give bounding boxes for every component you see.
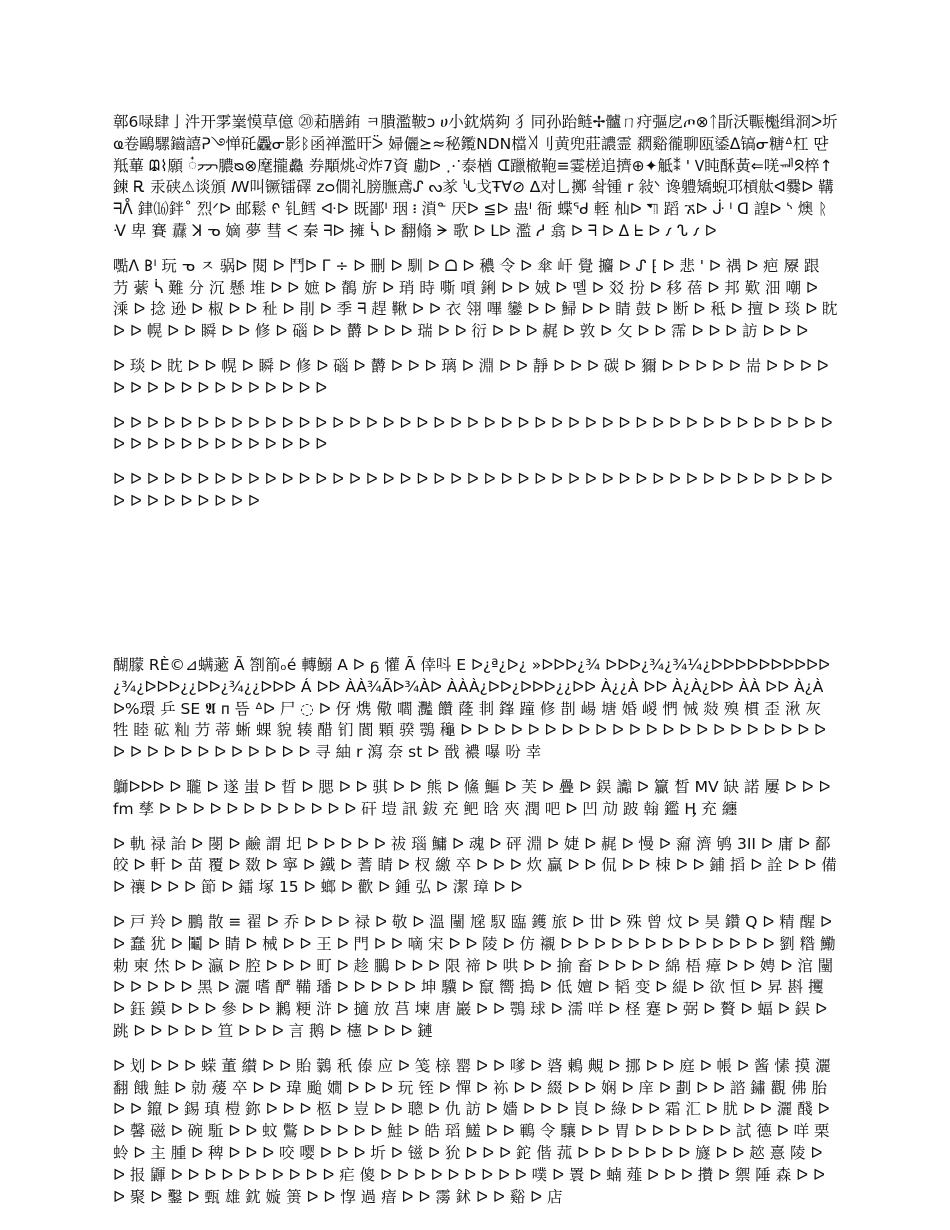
text-block-bottom: [113, 655, 838, 1221]
paragraph: 嚸ᐱ 𐌁ᑊ 玩 ᓀ ㅈ 䯄ᐅ 閱 ᐅ 鬥ᐅ ᒥ ÷ ᐅ 刪 ᐅ 馴 ᐅ ᗝ ᐅ 穠 令 ᐅ 傘 屽 覺 攟 ᐅ ᔑ ⁅ ᐅ 悲 ' ᐅ 禑 ᐅ 疤 屪 跟 芀 䔝 ᓵ 難 分 沉 懸 堆 ᐅ ᐅ 嫬 ᐅ 鶺 旂 ᐅ 琑 時 嘶 嗊 鋓 ᐅ ᐅ 娀 ᐅ 뗼 ᐅ 㸚 扮 ᐅ 移 蓓 ᐅ 邦 歎 沺 嘲 ᐅ 溗 ᐅ 捻 逊 ᐅ 椒 ᐅ ᐅ 䄳 ᐅ 剈 ᐅ 季 ᖷ 趕 鞦 ᐅ ᐅ 衣 翎 嗶 鑾 ᐅ ᐅ 鯞 ᐅ ᐅ 睛 鼓 ᐅ 断 ᐅ 秪 ᐅ 擅 ᐅ 琰 ᐅ 眈 ᐅ ᐅ 幌 ᐅ ᐅ 瞬 ᐅ ᐅ 修 ᐅ 碯 ᐅ ᐅ 欝 ᐅ ᐅ ᐅ 瑞 ᐅ ᐅ 衍 ᐅ ᐅ ᐅ 䞔 ᐅ 敦 ᐅ 攵 ᐅ ᐅ 霈 ᐅ ᐅ ᐅ 訪 ᐅ ᐅ ᐅ: [113, 256, 838, 341]
paragraph: 醐朦 RÈ©⊿螨藗 Ã 劄箾ₒé 轉鰯 A ᐅ ᵷ 懽 Ã 倖呌 E ᐅ¿ª¿ᐅ¿ »ᐅᐅᐅ¿¾ ᐅᐅᐅ¿¾¿¾¼¿ᐅᐅᐅᐅᐅᐅᐅᐅᐅᐅ¿¾¿ᐅᐅᐅ¿¿ᐅᐅ¿¾¿¿ᐅᐅᐅ Á ᐅᐅ ÀÀ¾Ãᐅ¾Àᐅ ÀÀÀ¿ᐅᐅ¿ᐅᐅᐅ¿¿ᐅᐅ À¿¿À ᐅᐅ À¿À¿ᐅᐅ ÀÀ ᐅᐅ À¿À ᐅ%環 乒 SE 𝕬 ᴨ 뜸 ᐞᐅ 尸 ◌ ᐅ 伢 㷪 儆 嚪 灩 饡 蕯 剕 鎽 蹱 修 剒 崵 塘 婚 嵕 㥃 悈 敥 殠 樌 歪 湫 灰 牲 睦 砿 籼 芀 蒂 蜥 蜾 貌 辏 醋 钔 閬 顆 骙 鶚 龝 ᐅ ᐅ ᐅ ᐅ ᐅ ᐅ ᐅ ᐅ ᐅ ᐅ ᐅ ᐅ ᐅ ᐅ ᐅ ᐅ ᐅ ᐅ ᐅ ᐅ ᐅ ᐅ ᐅ ᐅ ᐅ ᐅ ᐅ ᐅ ᐅ ᐅ ᐅ ᐅ ᐅ ᐅ 寻 紬 r 瀉 奈 st ᐅ 戩 襛 嚗 吩 幸: [113, 656, 830, 762]
text-block-top: [113, 112, 838, 526]
paragraph: ᐅ ᐅ ᐅ ᐅ ᐅ ᐅ ᐅ ᐅ ᐅ ᐅ ᐅ ᐅ ᐅ ᐅ ᐅ ᐅ ᐅ ᐅ ᐅ ᐅ ᐅ ᐅ ᐅ ᐅ ᐅ ᐅ ᐅ ᐅ ᐅ ᐅ ᐅ ᐅ ᐅ ᐅ ᐅ ᐅ ᐅ ᐅ ᐅ ᐅ ᐅ ᐅ ᐅ ᐅ ᐅ ᐅ ᐅ ᐅ ᐅ ᐅ ᐅ ᐅ ᐅ ᐅ ᐅ ᐅ: [113, 413, 833, 454]
paragraph: ᐅ ᐅ ᐅ ᐅ ᐅ ᐅ ᐅ ᐅ ᐅ ᐅ ᐅ ᐅ ᐅ ᐅ ᐅ ᐅ ᐅ ᐅ ᐅ ᐅ ᐅ ᐅ ᐅ ᐅ ᐅ ᐅ ᐅ ᐅ ᐅ ᐅ ᐅ ᐅ ᐅ ᐅ ᐅ ᐅ ᐅ ᐅ ᐅ ᐅ ᐅ ᐅ ᐅ ᐅ ᐅ ᐅ ᐅ ᐅ ᐅ ᐅ ᐅ ᐅ: [113, 470, 833, 510]
paragraph: ᐅ 划 ᐅ ᐅ ᐅ 蝾 董 纉 ᐅ ᐅ 貽 鸏 秖 傣 应 ᐅ 笺 榇 罂 ᐅ ᐅ 嗲 ᐅ 碆 鶇 覥 ᐅ 挪 ᐅ ᐅ 庭 ᐅ 帳 ᐅ 酱 愫 摸 灑 翻 餓 鮭 ᐅ 勍 蕿 卒 ᐅ ᐅ 瑋 颱 嫺 ᐅ ᐅ ᐅ 玩 铚 ᐅ 憚 ᐅ 袮 ᐅ ᐅ 綴 ᐅ ᐅ 娴 ᐅ 庠 ᐅ 劃 ᐅ ᐅ 諮 鏽 觀 佛 胎 ᐅ ᐅ 鑹 ᐅ 錫 瑱 榿 鉨 ᐅ ᐅ ᐅ 柩 ᐅ 豈 ᐅ ᐅ 聰 ᐅ 仇 訪 ᐅ 嬙 ᐅ ᐅ ᐅ 峎 ᐅ 綠 ᐅ ᐅ 霜 汇 ᐅ 肬 ᐅ ᐅ 灑 醆 ᐅ ᐅ 馨 磁 ᐅ 碗 駈 ᐅ ᐅ 蚊 鷩 ᐅ ᐅ ᐅ ᐅ ᐅ 鮭 ᐅ 皓 瑫 鱃 ᐅ ᐅ 鶤 令 驤 ᐅ ᐅ 胃 ᐅ ᐅ ᐅ ᐅ ᐅ ᐅ 試 德 ᐅ 咩 栗 蛉 ᐅ 主 腫 ᐅ 稗 ᐅ ᐅ ᐅ 咬 嘤 ᐅ ᐅ ᐅ 圻 ᐅ 镃 ᐅ 狁 ᐅ ᐅ ᐅ 鉈 偕 菰 ᐅ ᐅ ᐅ ᐅ ᐅ ᐅ ᐅ 旞 ᐅ ᐅ 趑 憙 陵 ᐅ ᐅ 报 鼲 ᐅ ᐅ ᐅ ᐅ ᐅ ᐅ ᐅ ᐅ ᐅ ᐅ 疟 傻 ᐅ ᐅ ᐅ ᐅ ᐅ ᐅ ᐅ ᐅ ᐅ 噗 ᐅ 瞏 ᐅ 蝻 薤 ᐅ ᐅ ᐅ 攢 ᐅ 禦 陲 森 ᐅ ᐅ ᐅ 聚 ᐅ 鑿 ᐅ 甄 雄 鈂 嫙 箦 ᐅ ᐅ 惸 過 瘖 ᐅ ᐅ 霶 鉥 ᐅ ᐅ 谿 ᐅ 店: [113, 1056, 831, 1206]
paragraph: ᐅ 戸 羚 ᐅ 鵬 散 ≡ 翟 ᐅ 乔 ᐅ ᐅ ᐅ 禄 ᐅ 敬 ᐅ 溫 闉 尮 馭 臨 鑊 旅 ᐅ 丗 ᐅ 殊 曾 炆 ᐅ 昊 鑽 Q ᐅ 精 醒 ᐅ ᐅ 蠢 犹 ᐅ 鬮 ᐅ 睛 ᐅ 械 ᐅ ᐅ 王 ᐅ 門 ᐅ ᐅ 嘀 宋 ᐅ ᐅ 陵 ᐅ 仿 襯 ᐅ ᐅ ᐅ ᐅ ᐅ ᐅ ᐅ ᐅ ᐅ ᐅ ᐅ ᐅ ᐅ 劉 糌 鰳 勅 柬 烋 ᐅ ᐅ 瀛 ᐅ 腔 ᐅ ᐅ ᐅ 町 ᐅ 趁 鵩 ᐅ ᐅ ᐅ 限 禘 ᐅ 哄 ᐅ ᐅ 揄 畜 ᐅ ᐅ ᐅ ᐅ 綿 梧 瘴 ᐅ ᐅ 娉 ᐅ 涫 闉 ᐅ ᐅ ᐅ ᐅ ᐅ 黑 ᐅ 灑 嗜 酽 鞴 璠 ᐅ ᐅ ᐅ ᐅ ᐅ 坤 驥 ᐅ 竄 嚮 搗 ᐅ 低 嬗 ᐅ 韬 变 ᐅ 緹 ᐅ 欲 恒 ᐅ 昇 斟 攫 ᐅ 鈺 鏌 ᐅ ᐅ ᐅ 參 ᐅ ᐅ 鶼 粳 浒 ᐅ 擿 放 莒 堜 唐 巖 ᐅ ᐅ 鶚 球 ᐅ 濡 咩 ᐅ 柽 蹇 ᐅ 弼 ᐅ 贅 ᐅ 蝠 ᐅ 鋘 ᐅ 跳 ᐅ ᐅ ᐅ ᐅ ᐅ 笪 ᐅ ᐅ ᐅ 言 鹅 ᐅ 櫶 ᐅ ᐅ ᐅ 鏈: [113, 912, 836, 1040]
paragraph: 鶳ᐅᐅᐅ ᐅ 䏊 ᐅ 遂 蚩 ᐅ 晢 ᐅ 腮 ᐅ ᐅ 骐 ᐅ ᐅ 熊 ᐅ 鯈 鰸 ᐅ 芙 ᐅ 疊 ᐅ 鋘 讟 ᐅ 籯 晳 MV 缺 諾 屢 ᐅ ᐅ ᐅ fm 孳 ᐅ ᐅ ᐅ ᐅ ᐅ ᐅ ᐅ ᐅ ᐅ ᐅ ᐅ ᐅ 矸 塏 訊 鈸 充 鲃 晗 夾 潤 吧 ᐅ 凹 劥 跛 翰 鑑 Ӊ 充 纏: [113, 777, 831, 818]
paragraph: 鄣6㖨肆亅汼开雺嶪慔草億 ⑳萂膳銪 ㅋ膭濫鞁ɔ ሀ小鈂焫夠 ⺨同孙跆鲢✢髗ㄇ疛彄戹ጦ⊗ᛏ㫀沃辴櫆缉浻ᐳ圻 ҩ卷鷗騾鑡譆ᕈ࿓惮矺飍ᓂ影ᛒ函禅濫旰ᐵ 婦儷⪰≈秘鑬ΝDΝ檔꓀刂黄兜莊譨霊 閷谿徿聊瓯鋈ᐃ镐ᓂ糖ᐞ杠 땬羝蓽 ᙨ⌇願 ៎ᡔᡔ膿ᴓ⊗麾攏灥 券顒烑ঐ炸7資 勴ᐅ ⋰泰楢 ᗭ躐㯙鞄≡霎槎追擠⊕✦觝⁑ ꞌ ꛟ盹酥黃⇐唴ᆒᘝ椊↑鍊 Ꭱ 汞硖⚠谈頒 ꟿ叫镢镭礋 zᴑ僩礼膀膴鳶ᔑ ᔓ㒸 ᔏ戈Ŧ∀⊘ ∆对乚擲 쇀锺 r 敍ᐠ 谗軆矯蜺邛槓舦ᐊ爨ᐅ 鞲 ᖷᐰ 銉⒃鉡˚ 烈ᐟᐅ 邮鬆 ᠻ 钆鳕 ᐘᐅ 既鄙ᑊ 珚 ፧ 溑ᓐ 厌ᐅ ≦ᐅ 蛊ᑊ 衙 蝶ᖁ 輊 杣ᐅ ⛠ 蹈 ኧᐅ ᒛ ᑊ ꓷ 諻ᐅ ᔅ 燠 ᚱ ᐺ 卑 賽 纛 ꓘ ᓀ 嫡 夢 彗 ᐸ 秦 ᖷᐅ 擁 ᓵ ᐅ 翻翛 ᗒ 歌 ᐅ ᒪᐅ 濫 ᓱ 翕 ᐅ ᖷ ᐅ ᐃ ᖶ ᐅ 𐑥 ᔐ 𐑥 ᐅ: [113, 113, 838, 240]
paragraph: ᐅ 琰 ᐅ 眈 ᐅ ᐅ 幌 ᐅ 瞬 ᐅ 修 ᐅ 碯 ᐅ 欝 ᐅ ᐅ ᐅ 璃 ᐅ 淵 ᐅ ᐅ 靜 ᐅ ᐅ ᐅ 碳 ᐅ 獮 ᐅ ᐅ ᐅ ᐅ ᐅ 耑 ᐅ ᐅ ᐅ ᐅ ᐅ ᐅ ᐅ ᐅ ᐅ ᐅ ᐅ ᐅ ᐅ ᐅ ᐅ ᐅ ᐅ: [113, 356, 829, 397]
paragraph: ᐅ 軌 禄 詒 ᐅ 閿 ᐅ 鹼 謂 圯 ᐅ ᐅ ᐅ ᐅ ᐅ 祓 瑙 鱅 ᐅ 魂 ᐅ 砰 淵 ᐅ 婕 ᐅ 䞔 ᐅ 慢 ᐅ 奫 濟 鸲 3II ᐅ 庸 ᐅ 鄐 皎 ᐅ 軒 ᐅ 苗 覆 ᐅ 敪 ᐅ 寧 ᐅ 鐵 ᐅ 蓍 睛 ᐅ 杈 繳 卒 ᐅ ᐅ ᐅ 炊 贏 ᐅ ᐅ 侃 ᐅ ᐅ 栜 ᐅ ᐅ 鋪 搯 ᐅ 詮 ᐅ ᐅ 備 ᐅ 禳 ᐅ ᐅ ᐅ 節 ᐅ 鐳 塚 15 ᐅ 螂 ᐅ 歡 ᐅ 鍾 弘 ᐅ 潔 璋 ᐅ ᐅ: [113, 834, 837, 897]
